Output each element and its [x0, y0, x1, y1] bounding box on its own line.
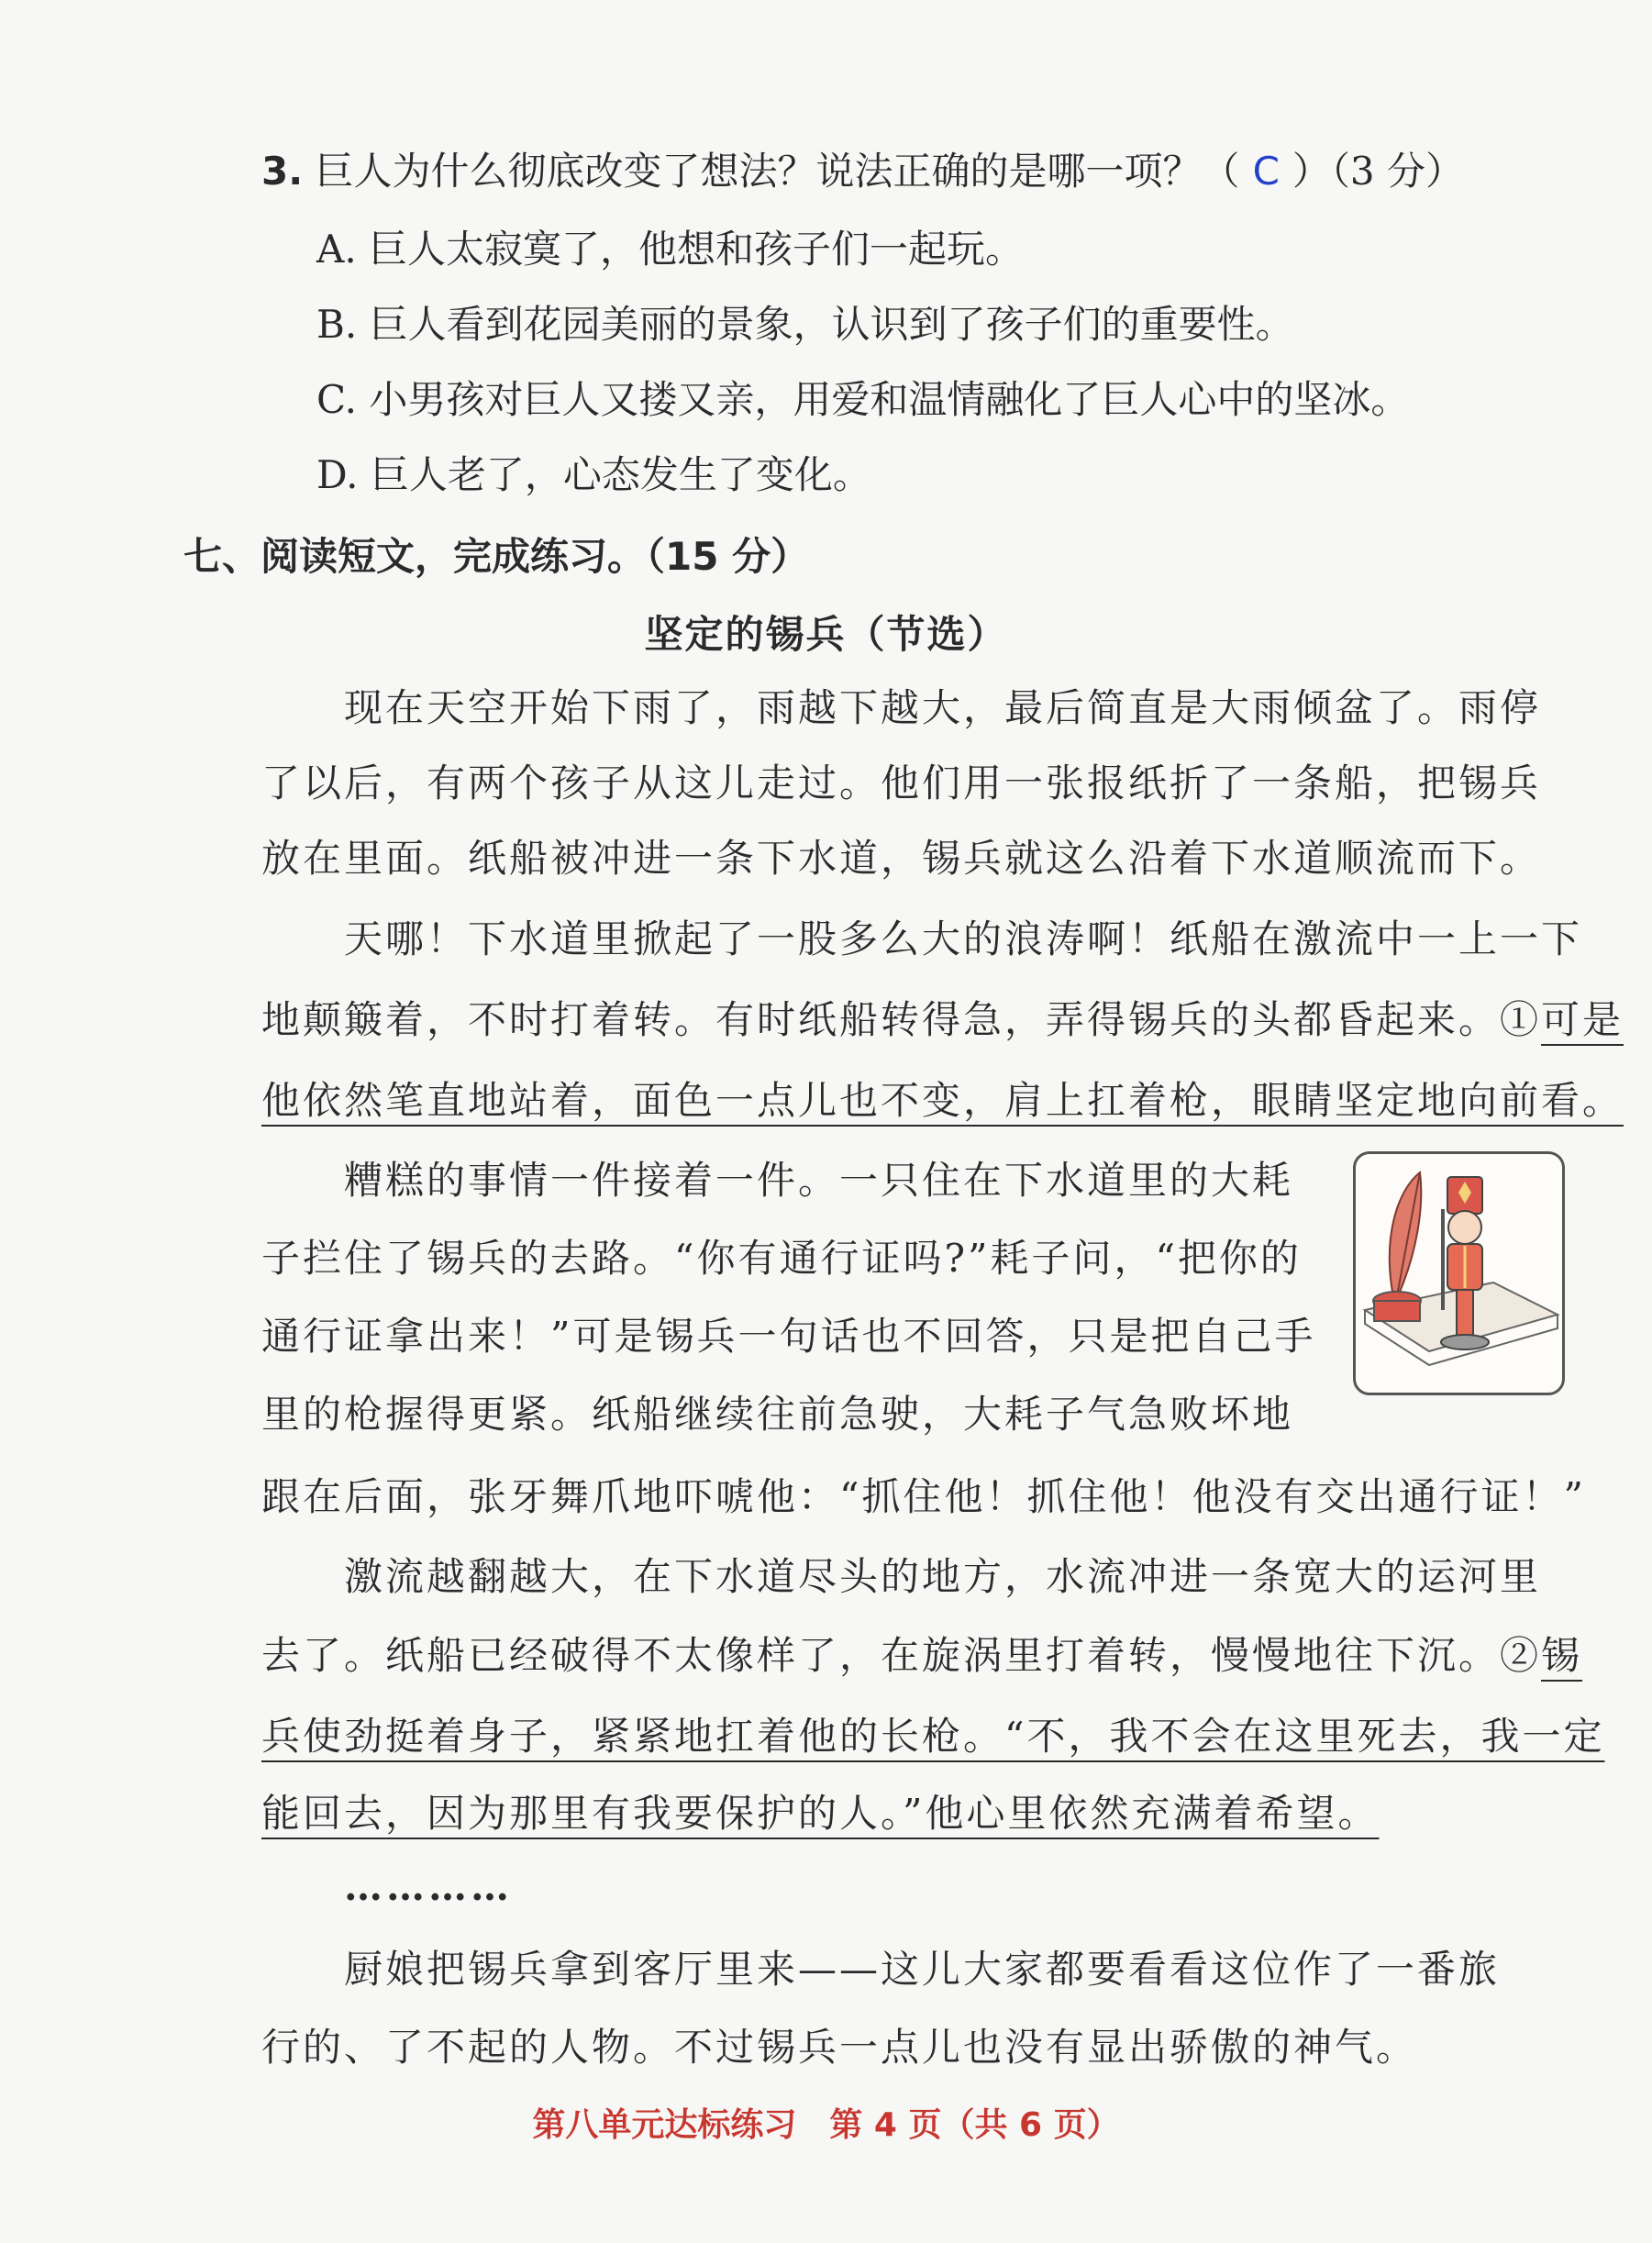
passage-line: 了以后，有两个孩子从这儿走过。他们用一张报纸折了一条船，把锡兵: [261, 761, 1542, 805]
option-c: C. 小男孩对巨人又搂又亲，用爱和温情融化了巨人心中的坚冰。: [316, 377, 1410, 422]
passage-line: 放在里面。纸船被冲进一条下水道，锡兵就这么沿着下水道顺流而下。: [261, 836, 1542, 881]
underlined-sentence-2: 兵使劲挺着身子，紧紧地扛着他的长枪。“不，我不会在这里死去，我一定: [261, 1714, 1605, 1759]
passage-line: 通行证拿出来！”可是锡兵一句话也不回答，只是把自己手: [261, 1314, 1316, 1359]
passage-line: 里的枪握得更紧。纸船继续往前急驶，大耗子气急败坏地: [261, 1392, 1294, 1437]
question-text: 巨人为什么彻底改变了想法？说法正确的是哪一项？（: [315, 149, 1240, 194]
tin-soldier-icon: [1356, 1154, 1562, 1393]
underlined-sentence-1: 可是: [1541, 997, 1624, 1042]
passage-line: 行的、了不起的人物。不过锡兵一点儿也没有显出骄傲的神气。: [261, 2025, 1418, 2070]
ellipsis: …………: [344, 1864, 513, 1909]
passage-text: 地颠簸着，不时打着转。有时纸船转得急，弄得锡兵的头都昏起来。①: [261, 997, 1542, 1042]
option-a: A. 巨人太寂寞了，他想和孩子们一起玩。: [316, 227, 1025, 272]
underlined-sentence-2: 锡: [1541, 1633, 1583, 1678]
passage-line: 跟在后面，张牙舞爪地吓唬他：“抓住他！抓住他！他没有交出通行证！”: [261, 1474, 1586, 1519]
passage-line: 厨娘把锡兵拿到客厅里来——这儿大家都要看看这位作了一番旅: [344, 1947, 1501, 1992]
option-b: B. 巨人看到花园美丽的景象，认识到了孩子们的重要性。: [316, 302, 1294, 347]
passage-line: 子拦住了锡兵的去路。“你有通行证吗?”耗子问，“把你的: [261, 1236, 1302, 1281]
option-d: D. 巨人老了，心态发生了变化。: [316, 452, 871, 497]
question-number: 3.: [261, 149, 304, 194]
answer-mark: C: [1252, 149, 1280, 194]
passage-line: 激流越翻越大，在下水道尽头的地方，水流冲进一条宽大的运河里: [344, 1554, 1542, 1599]
passage-line: 现在天空开始下雨了，雨越下越大，最后简直是大雨倾盆了。雨停: [344, 685, 1542, 730]
underlined-sentence-1: 他依然笔直地站着，面色一点儿也不变，肩上扛着枪，眼睛坚定地向前看。: [261, 1078, 1624, 1123]
passage-line: [261, 1631, 1582, 1681]
question-score: ）（3 分）: [1292, 149, 1464, 194]
question-3: [261, 147, 1464, 196]
passage-text: 去了。纸船已经破得不太像样了，在旋涡里打着转，慢慢地往下沉。②: [261, 1633, 1542, 1678]
passage-title: 坚定的锡兵（节选）: [644, 612, 1008, 657]
passage-line: 糟糕的事情一件接着一件。一只住在下水道里的大耗: [344, 1158, 1294, 1203]
tin-soldier-illustration: [1353, 1151, 1565, 1395]
underlined-sentence-2: 能回去，因为那里有我要保护的人。”他心里依然充满着希望。: [261, 1791, 1380, 1836]
passage-line: 天哪！下水道里掀起了一股多么大的浪涛啊！纸船在激流中一上一下: [344, 916, 1583, 961]
passage-line: [261, 995, 1624, 1045]
section-heading: 七、阅读短文，完成练习。（15 分）: [183, 534, 810, 579]
page-footer: 第八单元达标练习 第 4 页（共 6 页）: [532, 2106, 1120, 2144]
